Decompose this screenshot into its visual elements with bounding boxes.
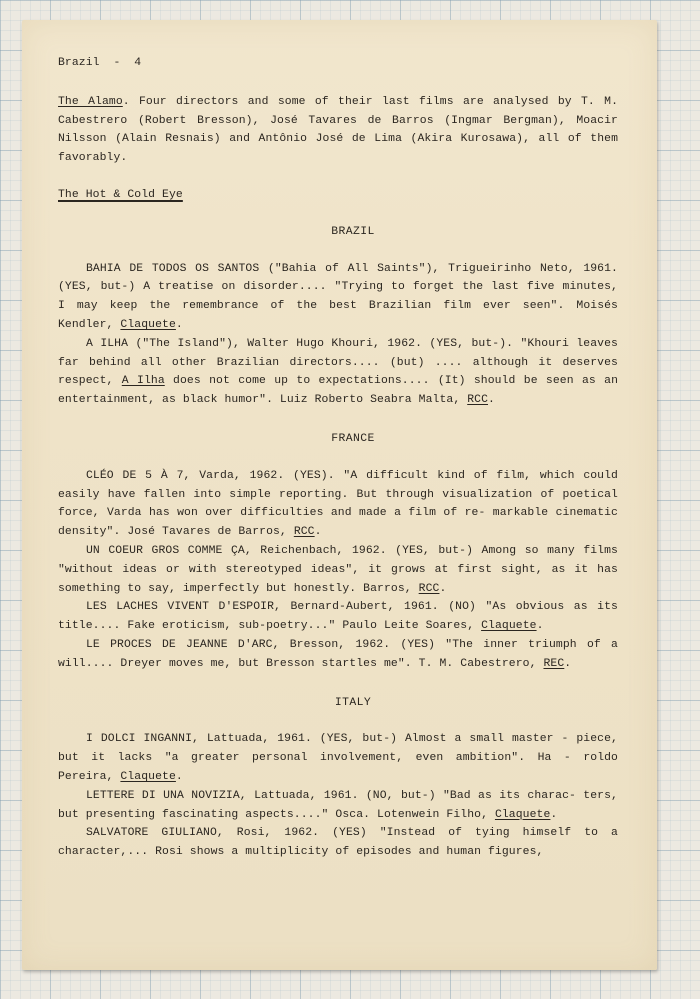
entry-text: .: [550, 808, 558, 821]
review-entry: [58, 636, 618, 674]
page-text: [58, 54, 618, 862]
entry-text: I DOLCI INGANNI, Lattuada, 1961. (YES, but-) Almost a small master - piece, but it lacks "a greater personal involvement, even ambition". Ha - roldo Pereira,: [58, 733, 618, 783]
review-entry: [58, 335, 618, 410]
source-reference: A Ilha: [121, 375, 165, 388]
source-reference: Claquete: [481, 620, 537, 633]
review-entry: [58, 467, 618, 542]
page-header: Brazil - 4: [58, 57, 142, 69]
review-entry: [58, 260, 618, 335]
entry-text: .: [536, 620, 544, 633]
entry-text: BAHIA DE TODOS OS SANTOS ("Bahia of All Saints"), Trigueirinho Neto, 1961. (YES, but-) A treatise on disorder.... "Trying to forget the last five minutes, I may keep the remembrance of the best Brazilian film ever seen". Moisés Kendler,: [58, 262, 618, 331]
entry-text: SALVATORE GIULIANO, Rosi, 1962. (YES) "Instead of tying himself to a character,... Rosi shows a multiplicity of episodes and human figures,: [58, 827, 618, 859]
section-heading: BRAZIL: [331, 225, 375, 238]
column-heading: [58, 186, 618, 205]
review-entry: [58, 542, 618, 598]
source-reference: RCC: [467, 394, 489, 407]
entry-text: CLÉO DE 5 À 7, Varda, 1962. (YES). "A difficult kind of film, which could easily have fallen into simple reporting. But through visualization of poetical force, Varda has won over difficulties and made a film of re- markable cinematic density". José Tavares de Barros,: [58, 469, 618, 539]
entry-text: .: [439, 582, 447, 595]
entry-text: LES LACHES VIVENT D'ESPOIR, Bernard-Aubert, 1961. (NO) "As obvious as its title.... Fake eroticism, sub-poetry..." Paulo Leite Soares,: [58, 601, 618, 633]
entry-text: .: [175, 770, 183, 783]
review-entry: [58, 598, 618, 636]
entry-text: .: [175, 318, 183, 331]
entry-text: LETTERE DI UNA NOVIZIA, Lattuada, 1961. (NO, but-) "Bad as its charac- ters, but presenting fascinating aspects...." Osca. Lotenwein Filho,: [58, 789, 618, 821]
section-heading: ITALY: [334, 696, 372, 709]
intro-text: . Four directors and some of their last films are analysed by T. M. Cabestrero (Robert Bresson), José Tavares de Barros (Ingmar Bergman), Moacir Nilsson (Alain Resnais) and Antônio José de Lima (Akira Kurosawa), all of them favorably.: [58, 95, 619, 165]
entry-text: does not come up to expectations.... (It) should be seen as an entertainment, as black humor". Luiz Roberto Seabra Malta,: [58, 375, 619, 407]
review-sections: [58, 223, 618, 862]
entry-text: .: [314, 526, 322, 539]
review-entry: [58, 787, 618, 825]
source-reference: Claquete: [120, 770, 176, 783]
source-reference: RCC: [418, 582, 440, 595]
section-heading: FRANCE: [331, 432, 375, 445]
source-reference: REC: [543, 657, 565, 670]
entry-text: .: [488, 394, 495, 407]
review-entry: [58, 730, 618, 786]
source-reference: Claquete: [120, 318, 176, 331]
source-reference: RCC: [293, 526, 315, 539]
review-entry: [58, 824, 618, 862]
source-reference: Claquete: [494, 808, 551, 821]
intro-title: The Alamo: [58, 95, 123, 108]
entry-text: A ILHA ("The Island"), Walter Hugo Khouri, 1962. (YES, but-). "Khouri leaves far behind all other Brazilian directors.... (but) .... although it deserves respect,: [58, 337, 618, 388]
entry-text: .: [564, 657, 572, 670]
intro-paragraph: [58, 93, 618, 168]
entry-text: LE PROCES DE JEANNE D'ARC, Bresson, 1962. (YES) "The inner triumph of a will.... Dreyer moves me, but Bresson startles me". T. M. Cabestrero,: [58, 638, 618, 670]
column-heading-text: The Hot & Cold Eye: [58, 188, 183, 201]
entry-text: UN COEUR GROS COMME ÇA, Reichenbach, 1962. (YES, but-) Among so many films "without ideas or with stereotyped ideas", it grows at first sight, as it has something to say, imperfectly but honestly. Barros,: [58, 544, 618, 595]
